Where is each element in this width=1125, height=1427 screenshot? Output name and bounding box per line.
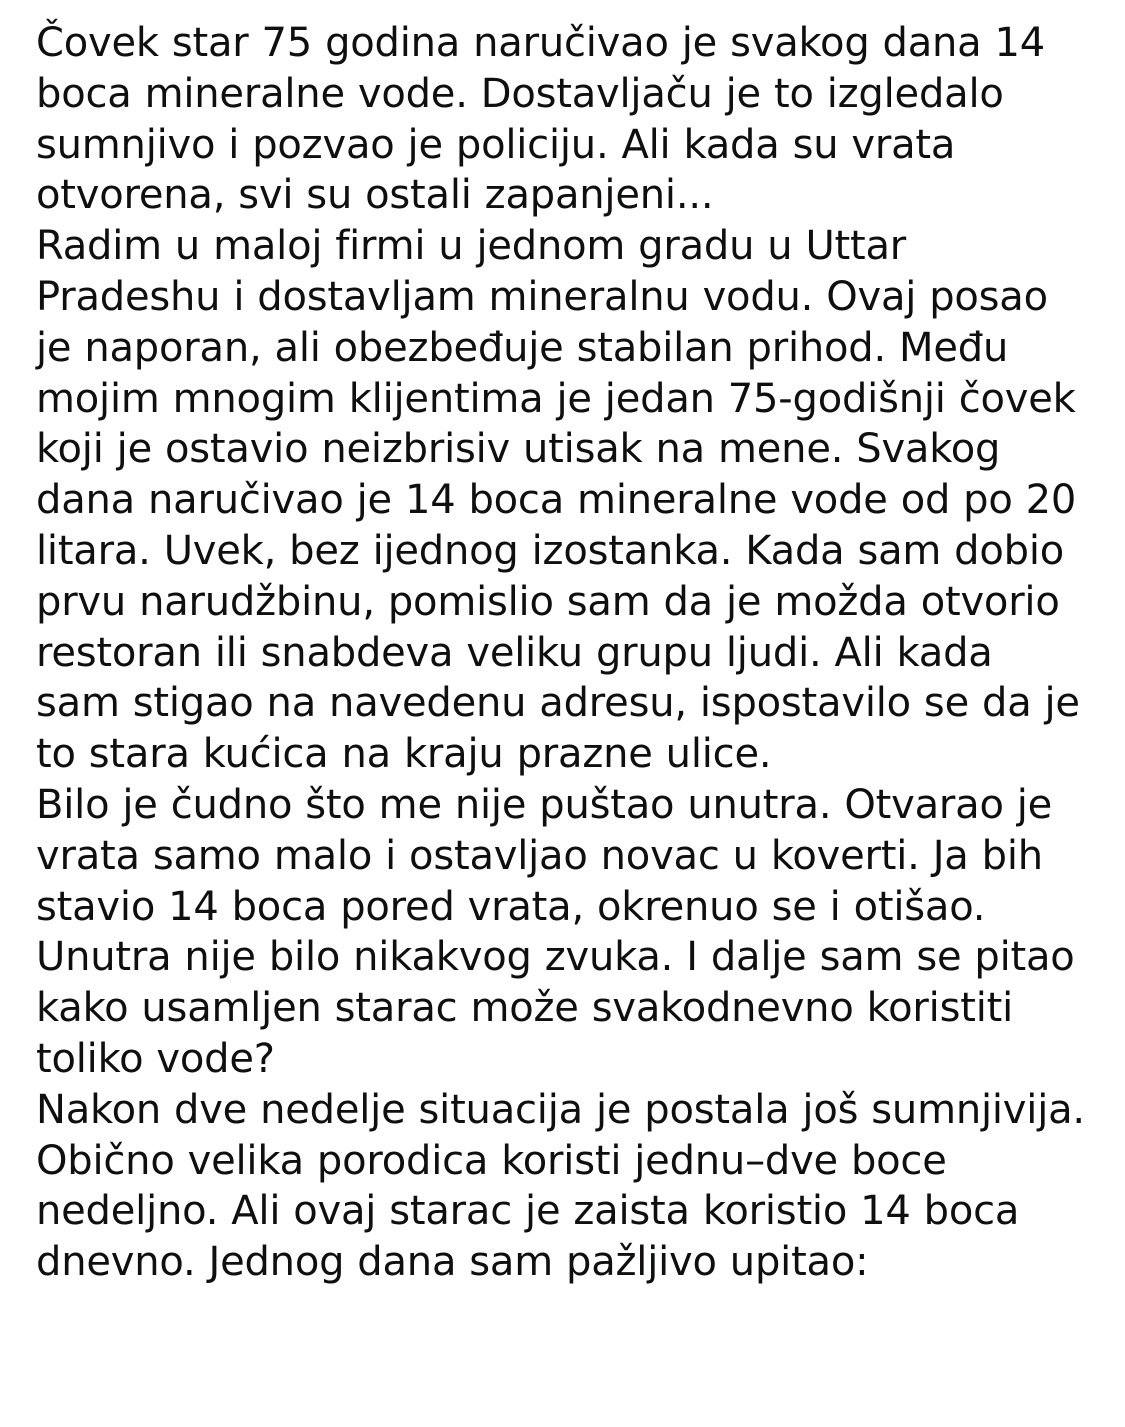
paragraph-2: Radim u maloj firmi u jednom gradu u Uttar Pradeshu i dostavljam mineralnu vodu. Ovaj posao je naporan, ali obezbeđuje stabilan prihod. Među mojim mnogim klijentima je jedan 75-godišnji čovek koji je ostavio neizbrisiv utisak na mene. Svakog dana naručivao je 14 boca mineralne vode od po 20 litara. Uvek, bez ijednog izostanka. Kada sam dobio prvu narudžbinu, pomislio sam da je možda otvorio restoran ili snabdeva veliku grupu ljudi. Ali kada sam stigao na navedenu adresu, ispostavilo se da je to stara kućica na kraju prazne ulice. xyxy=(36,223,1080,778)
paragraph-4: Nakon dve nedelje situacija je postala još sumnjivija. Obično velika porodica koristi jednu–dve boce nedeljno. Ali ovaj starac je zaista koristio 14 boca dnevno. Jednog dana sam pažljivo upitao: xyxy=(36,1086,1085,1286)
paragraph-3: Bilo je čudno što me nije puštao unutra. Otvarao je vrata samo malo i ostavljao novac u koverti. Ja bih stavio 14 boca pored vrata, okrenuo se i otišao. Unutra nije bilo nikakvog zvuka. I dalje sam se pitao kako usamljen starac može svakodnevno koristiti toliko vode? xyxy=(36,781,1075,1082)
paragraph-1: Čovek star 75 godina naručivao je svakog dana 14 boca mineralne vode. Dostavljaču je to izgledalo sumnjivo i pozvao je policiju. Ali kada su vrata otvorena, svi su ostali zapanjeni... xyxy=(36,20,1046,219)
